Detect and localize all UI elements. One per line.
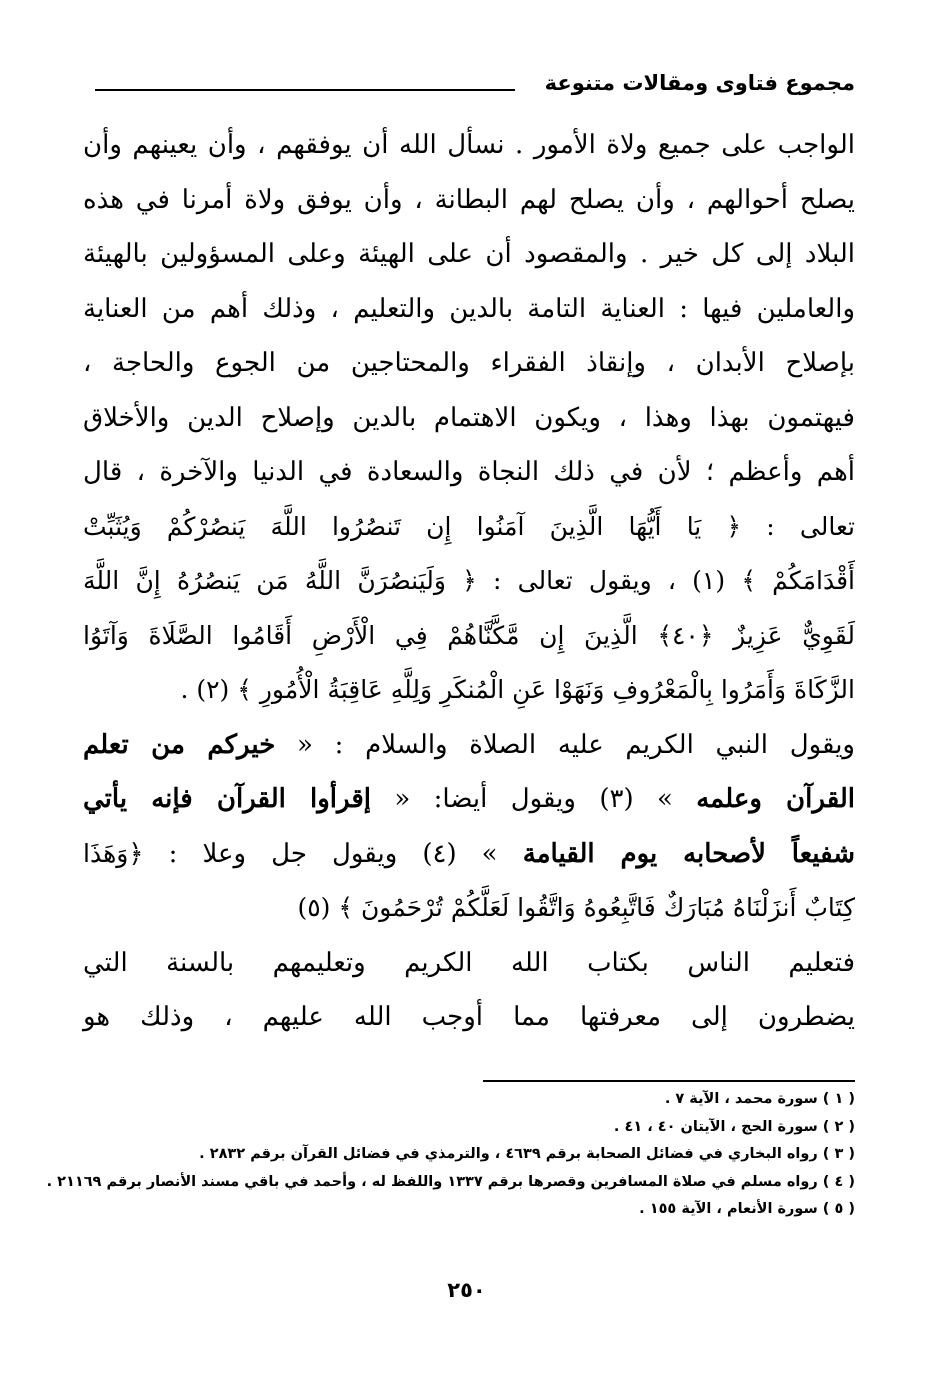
running-header — [83, 68, 855, 100]
hadith-line — [83, 718, 855, 773]
footnote: ( ٣ ) رواه البخاري في فضائل الصحابة برقم ٤٦٣٩ ، والترمذي في فضائل القرآن برقم ٢٨٣٢ . — [199, 1146, 855, 1162]
footnote: ( ٥ ) سورة الأنعام ، الآية ١٥٥ . — [639, 1201, 855, 1217]
hadith-line — [83, 772, 855, 827]
hadith-line — [83, 827, 855, 882]
text-line: فيهتمون بهذا وهذا ، ويكون الاهتمام بالدين وإصلاح الدين والأخلاق — [83, 402, 855, 433]
header-rule — [95, 89, 515, 91]
page-number: ٢٥٠ — [447, 1278, 486, 1302]
hadith-text: خيركم من تعلم — [83, 729, 276, 760]
text-line: فتعليم الناس بكتاب الله الكريم وتعليمهم بالسنة التي — [83, 947, 855, 978]
hadith-text: القرآن وعلمه — [696, 784, 855, 814]
hadith-text: شفيعاً لأصحابه يوم القيامة — [522, 838, 856, 869]
text-line: يضطرون إلى معرفتها مما أوجب الله عليهم ، وذلك هو — [83, 1002, 855, 1032]
quran-verse-line: لَقَوِيٌّ عَزِيزٌ ﴿٤٠﴾ الَّذِينَ إِن مَّكَّنَّاهُمْ فِي الْأَرْضِ أَقَامُوا الصَّلَاةَ وَآتَوُا — [83, 620, 855, 650]
hadith-citation: » (٣) ويقول أيضا: « — [394, 784, 673, 814]
text-line: أهم وأعظم ؛ لأن في ذلك النجاة والسعادة في الدنيا والآخرة ، قال — [83, 457, 855, 487]
quran-verse: وَهَذَا — [83, 838, 129, 868]
hadith-citation: » (٤) ويقول جل وعلا : ﴿ — [128, 838, 498, 869]
footnote: ( ٢ ) سورة الحج ، الآيتان ٤٠ ، ٤١ . — [613, 1118, 855, 1135]
footnote-rule — [483, 1080, 855, 1082]
text-line: البلاد إلى كل خير . والمقصود أن على الهيئة وعلى المسؤولين بالهيئة — [83, 239, 855, 269]
footnote: ( ٤ ) رواه مسلم في صلاة المسافرين وقصرها برقم ١٣٣٧ واللفظ له ، وأحمد في باقي مسند الأنصار برقم ٢١١٦٩ . — [46, 1173, 855, 1190]
quran-verse-line: الزَّكَاةَ وَأَمَرُوا بِالْمَعْرُوفِ وَنَهَوْا عَنِ الْمُنكَرِ وَلِلَّهِ عَاقِبَةُ الْأُمُورِ ﴾ (٢) . — [180, 675, 855, 704]
quran-verse-line: تعالى : ﴿ يَا أَيُّهَا الَّذِينَ آمَنُوا إِن تَنصُرُوا اللَّهَ يَنصُرْكُمْ وَيُثَبِّتْ — [83, 511, 855, 541]
quran-verse-line: أَقْدَامَكُمْ ﴾ (١) ، ويقول تعالى : ﴿ وَلَيَنصُرَنَّ اللَّهُ مَن يَنصُرُهُ إِنَّ اللَّهَ — [83, 566, 855, 595]
quran-verse-line: كِتَابٌ أَنزَلْنَاهُ مُبَارَكٌ فَاتَّبِعُوهُ وَاتَّقُوا لَعَلَّكُمْ تُرْحَمُونَ ﴾ (٥) — [297, 893, 855, 922]
hadith-text: إقرأوا القرآن فإنه يأتي — [83, 784, 371, 814]
text-line: بإصلاح الأبدان ، وإنقاذ الفقراء والمحتاجين من الجوع والحاجة ، — [83, 348, 855, 378]
footnote: ( ١ ) سورة محمد ، الآية ٧ . — [664, 1091, 855, 1107]
main-text — [83, 118, 855, 1045]
running-title: مجموع فتاوى ومقالات متنوعة — [544, 71, 855, 95]
text-line: الواجب على جميع ولاة الأمور . نسأل الله أن يوفقهم ، وأن يعينهم وأن — [83, 130, 855, 160]
text-line: والعاملين فيها : العناية التامة بالدين والتعليم ، وذلك أهم من العناية — [83, 293, 855, 324]
footnotes — [46, 1086, 855, 1224]
text-line: يصلح أحوالهم ، وأن يصلح لهم البطانة ، وأن يوفق ولاة أمرنا في هذه — [83, 184, 855, 215]
hadith-intro: ويقول النبي الكريم عليه الصلاة والسلام : « — [297, 729, 855, 760]
